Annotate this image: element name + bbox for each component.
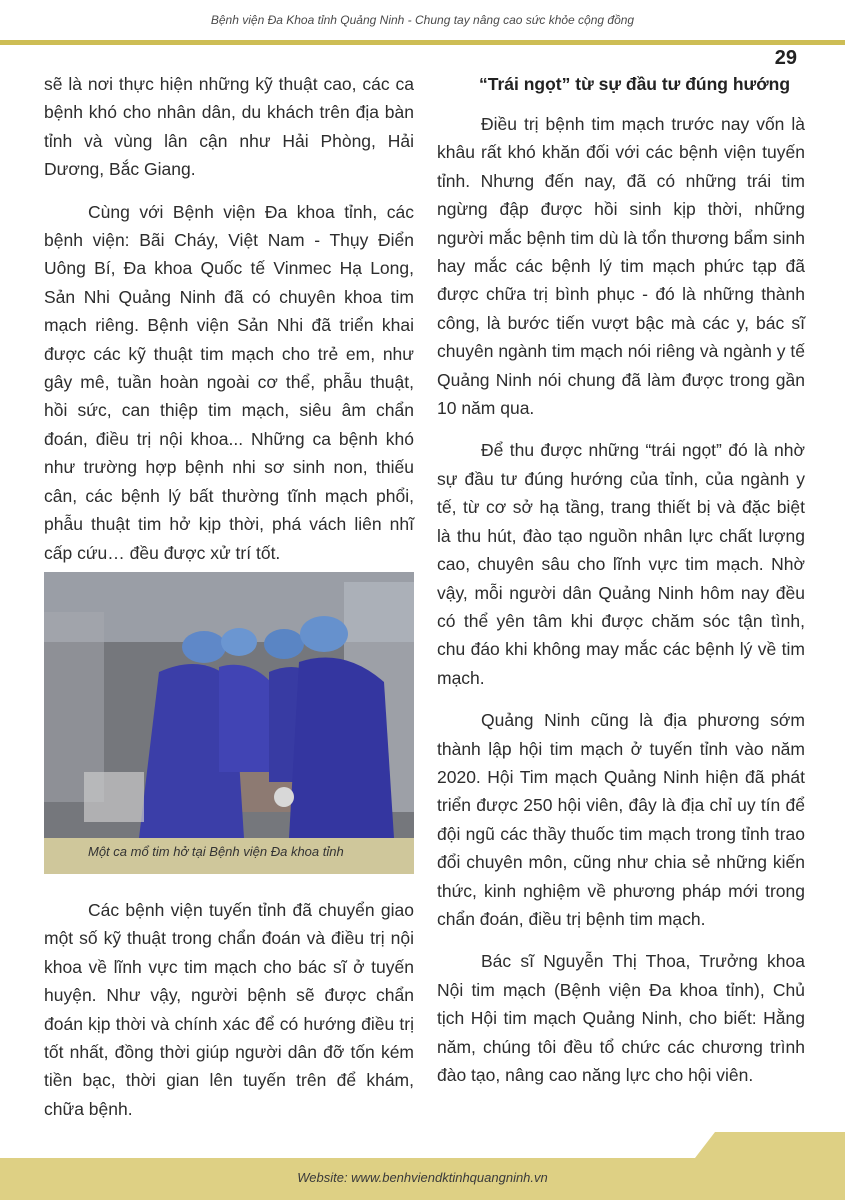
right-column [437, 70, 805, 1103]
page-header [0, 0, 845, 42]
surgery-figure [44, 572, 414, 874]
header-accent-bar [0, 40, 845, 45]
left-paragraph-1: sẽ là nơi thực hiện những kỹ thuật cao, các ca bệnh khó cho nhân dân, du khách trên địa bàn tỉnh và vùng lân cận như Hải Phòng, Hải Dương, Bắc Giang. [44, 74, 414, 180]
page-number-tab [695, 1132, 845, 1158]
left-paragraph-3: Các bệnh viện tuyến tỉnh đã chuyển giao một số kỹ thuật trong chẩn đoán và điều trị nội khoa về lĩnh vực tim mạch cho bác sĩ ở tuyến huyện. Như vậy, người bệnh sẽ được chẩn đoán kịp thời và chính xác để có hướng điều trị tốt nhất, đồng thời giúp người dân đỡ tốn kém tiền bạc, thời gian lên tuyến trên để khám, chữa bệnh. [44, 900, 414, 1119]
footer-website: Website: www.benhviendktinhquangninh.vn [297, 1170, 548, 1185]
page-tab-shape [695, 1132, 845, 1158]
section-heading: “Trái ngọt” từ sự đầu tư đúng hướng [479, 74, 791, 94]
surgery-photo-illustration [44, 572, 414, 838]
figure-caption: Một ca mổ tim hở tại Bệnh viện Đa khoa tỉnh [88, 844, 344, 859]
header-text: Bệnh viện Đa Khoa tỉnh Quảng Ninh - Chung tay nâng cao sức khỏe cộng đồng [210, 13, 635, 27]
page-footer [0, 1158, 845, 1200]
right-paragraph-3: Quảng Ninh cũng là địa phương sớm thành lập hội tim mạch ở tuyến tỉnh vào năm 2020. Hội Tim mạch Quảng Ninh hiện đã phát triển được 250 hội viên, đây là địa chỉ uy tín để đội ngũ các thầy thuốc tim mạch trong tỉnh trao đổi chuyên môn, cũng như chia sẻ những kiến thức, kinh nghiệm về phương pháp mới trong chẩn đoán, điều trị bệnh tim mạch. [437, 710, 805, 929]
page-number: 29 [774, 47, 797, 69]
left-column-lower [44, 896, 414, 1137]
left-paragraph-2: Cùng với Bệnh viện Đa khoa tỉnh, các bệnh viện: Bãi Cháy, Việt Nam - Thụy Điển Uông Bí, Đa khoa Quốc tế Vinmec Hạ Long, Sản Nhi Quảng Ninh đã có chuyên khoa tim mạch riêng. Bệnh viện Sản Nhi đã triển khai được các kỹ thuật tim mạch cho trẻ em, như gây mê, tuần hoàn ngoài cơ thể, phẫu thuật, hồi sức, can thiệp tim mạch, siêu âm chẩn đoán, điều trị nội khoa... Những ca bệnh khó như trường hợp bệnh nhi sơ sinh non, thiếu cân, các bệnh lý bất thường tĩnh mạch phổi, phẫu thuật tim hở kịp thời, phá vách liên nhĩ cấp cứu… đều được xử trí tốt. [44, 201, 414, 563]
right-paragraph-4: Bác sĩ Nguyễn Thị Thoa, Trưởng khoa Nội tim mạch (Bệnh viện Đa khoa tỉnh), Chủ tịch Hội tim mạch Quảng Ninh, cho biết: Hằng năm, chúng tôi đều tổ chức các chương trình đào tạo, nâng cao năng lực cho hội viên. [437, 951, 805, 1085]
left-column [44, 70, 414, 581]
surgery-photo [44, 572, 414, 838]
right-paragraph-1: Điều trị bệnh tim mạch trước nay vốn là khâu rất khó khăn đối với các bệnh viện tuyến tỉnh. Nhưng đến nay, đã có những trái tim ngừng đập được hồi sinh kịp thời, những người mắc bệnh tim dù là tổn thương bẩm sinh hay mắc các bệnh lý tim mạch phức tạp đã được chữa trị bình phục - đó là những thành công, là bước tiến vượt bậc mà các y, bác sĩ chuyên ngành tim mạch nói riêng và ngành y tế Quảng Ninh nói chung đã làm được trong gần 10 năm qua. [437, 114, 805, 419]
right-paragraph-2: Để thu được những “trái ngọt” đó là nhờ sự đầu tư đúng hướng của tỉnh, của ngành y tế, từ cơ sở hạ tầng, trang thiết bị và đặc biệt là thu hút, đào tạo nguồn nhân lực chất lượng cao, chuyên sâu cho lĩnh vực tim mạch. Nhờ vậy, mỗi người dân Quảng Ninh hôm nay đều có thể yên tâm khi được chăm sóc tận tình, chu đáo khi không may mắc các bệnh lý về tim mạch. [437, 440, 805, 688]
